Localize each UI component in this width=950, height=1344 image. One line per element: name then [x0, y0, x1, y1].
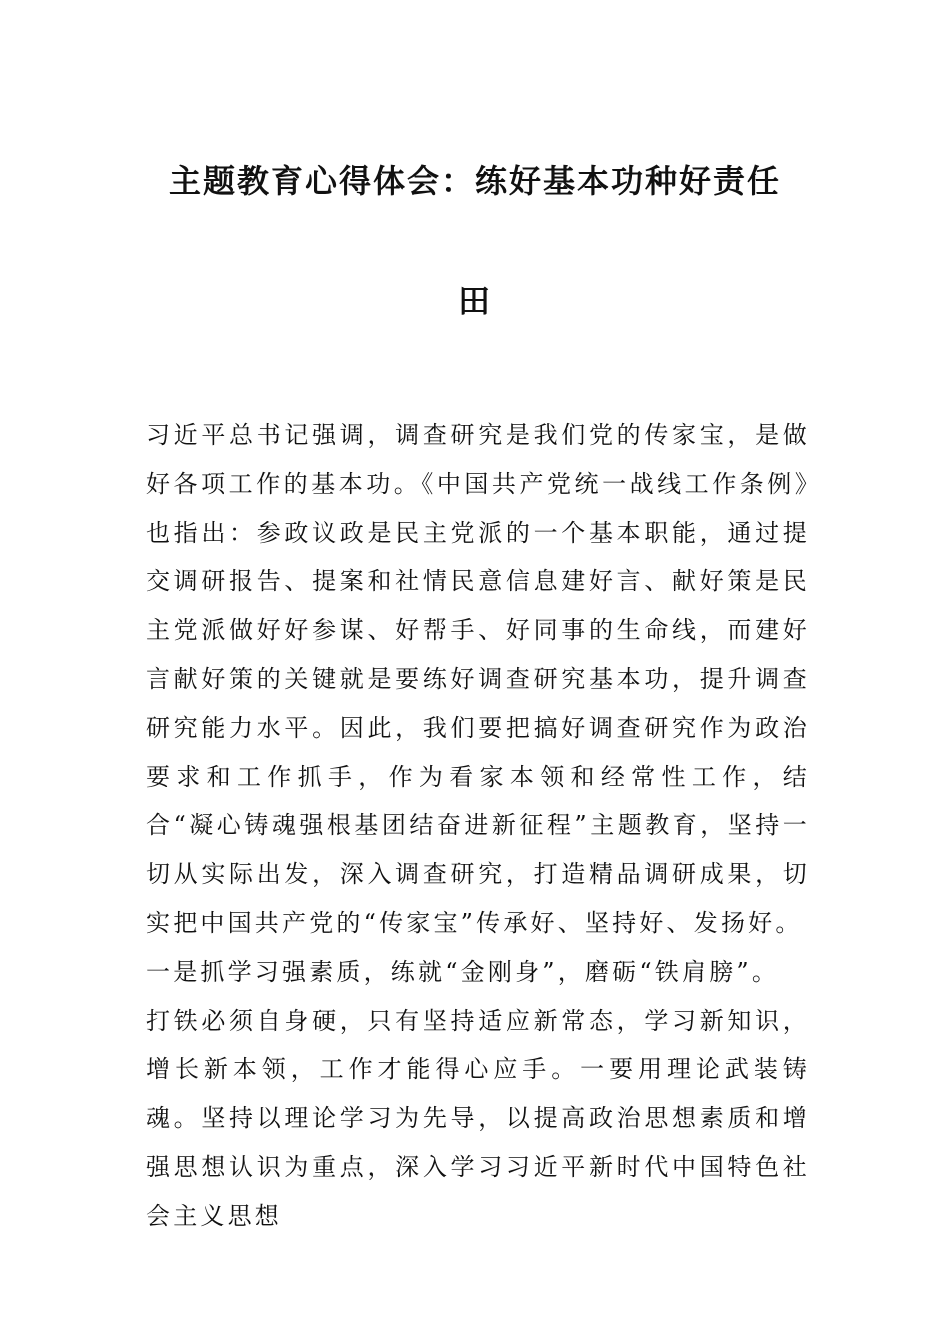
document-body — [146, 411, 810, 1241]
section-heading: 一是抓学习强素质，练就“金刚身”，磨砺“铁肩膀”。 — [146, 957, 780, 986]
document-title: 主题教育心得体会：练好基本功种好责任 — [168, 162, 781, 200]
paragraph-section-1: 打铁必须自身硬，只有坚持适应新常态，学习新知识，增长新本领，工作才能得心应手。一要用理论武装铸魂。坚持以理论学习为先导，以提高政治思想素质和增强思想认识为重点，深入学习习近平新时代中国特色社会主义思想 — [146, 1006, 810, 1230]
paragraph-intro: 习近平总书记强调，调查研究是我们党的传家宝，是做好各项工作的基本功。《中国共产党统一战线工作条例》也指出：参政议政是民主党派的一个基本职能，通过提交调研报告、提案和社情民意信息建好言、献好策是民主党派做好好参谋、好帮手、好同事的生命线，而建好言献好策的关键就是要练好调查研究基本功，提升调查研究能力水平。因此，我们要把搞好调查研究作为政治要求和工作抓手，作为看家本领和经常性工作，结合“凝心铸魂强根基团结奋进新征程”主题教育，坚持一切从实际出发，深入调查研究，打造精品调研成果，切实把中国共产党的“传家宝”传承好、坚持好、发扬好。 — [146, 421, 810, 937]
document-title-continued: 田 — [457, 282, 492, 320]
